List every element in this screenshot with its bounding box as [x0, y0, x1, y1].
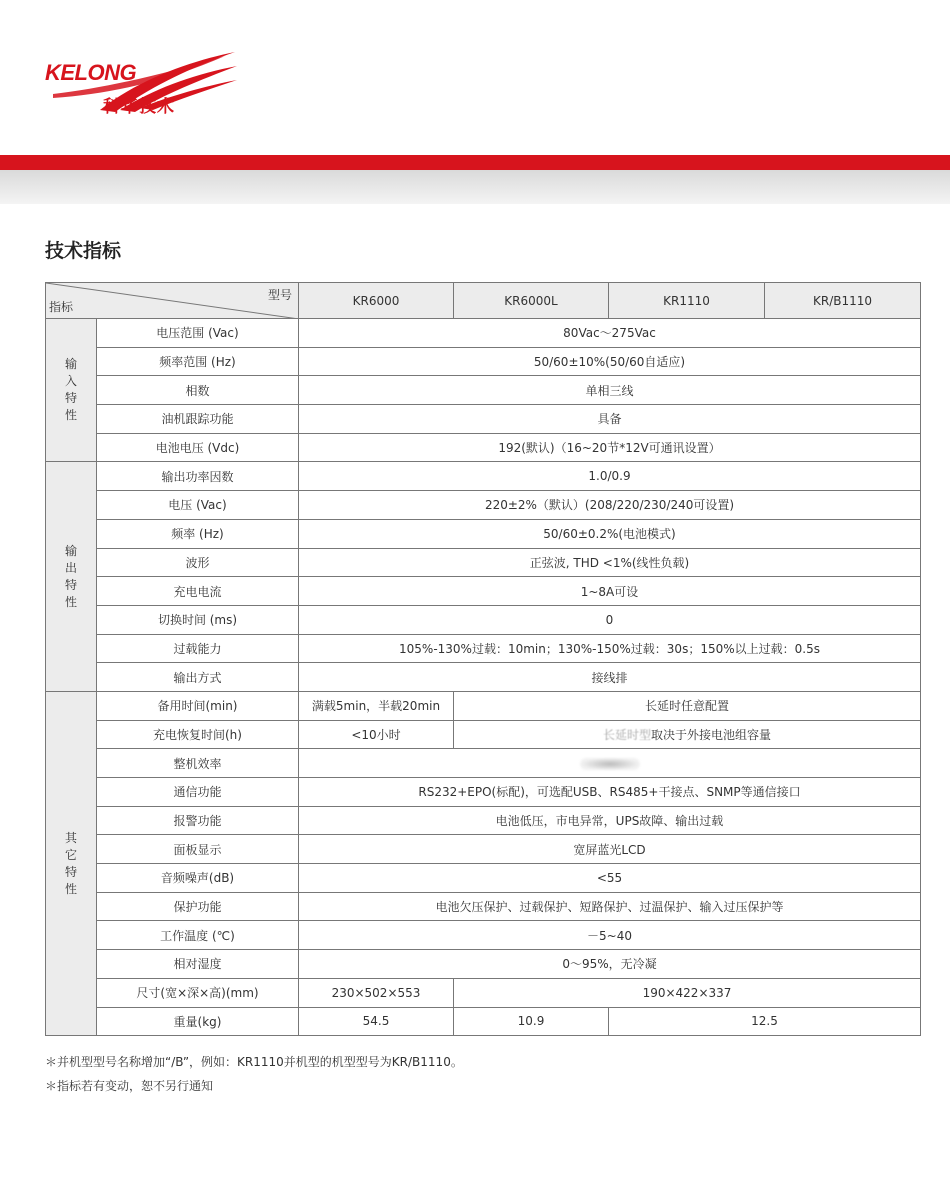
brand-logo — [45, 48, 245, 120]
footnotes — [45, 1050, 463, 1098]
spec-label: 重量(kg) — [97, 1007, 299, 1036]
group-output-label: 输 出 特 性 — [46, 462, 97, 692]
table-row — [46, 433, 921, 462]
header-grey-band — [0, 170, 950, 204]
spec-value: 230×502×553 — [299, 978, 454, 1007]
spec-label: 面板显示 — [97, 835, 299, 864]
spec-value: 接线排 — [299, 663, 921, 692]
spec-label: 频率 (Hz) — [97, 519, 299, 548]
spec-value: 0 — [299, 605, 921, 634]
corner-diagonal-line — [46, 283, 299, 319]
spec-value: <55 — [299, 864, 921, 893]
table-row — [46, 1007, 921, 1036]
table-row — [46, 634, 921, 663]
footnote: ＊并机型型号名称增加“/B”，例如：KR1110并机型的机型型号为KR/B1110。 — [45, 1055, 463, 1069]
table-row — [46, 950, 921, 979]
spec-label: 整机效率 — [97, 749, 299, 778]
spec-value: 单相三线 — [299, 376, 921, 405]
table-row — [46, 749, 921, 778]
header-row — [46, 283, 921, 319]
table-row — [46, 376, 921, 405]
table-row — [46, 519, 921, 548]
table-row — [46, 663, 921, 692]
spec-value-prefix: 长延时型 — [602, 727, 651, 742]
spec-label: 输出功率因数 — [97, 462, 299, 491]
spec-label: 输出方式 — [97, 663, 299, 692]
spec-value: 54.5 — [299, 1007, 454, 1036]
spec-label: 相数 — [97, 376, 299, 405]
spec-label: 报警功能 — [97, 806, 299, 835]
brand-name-cn: 科华技术 — [103, 97, 175, 117]
spec-value: 长延时任意配置 — [454, 691, 921, 720]
spec-value — [299, 749, 921, 778]
spec-label: 尺寸(宽×深×高)(mm) — [97, 978, 299, 1007]
spec-value: <10小时 — [299, 720, 454, 749]
table-row — [46, 491, 921, 520]
spec-label: 备用时间(min) — [97, 691, 299, 720]
spec-value: 0～95%，无冷凝 — [299, 950, 921, 979]
table-row — [46, 319, 921, 348]
obscured-value-mark — [580, 758, 640, 770]
model-header: KR6000L — [454, 283, 609, 319]
spec-value: 电池欠压保护、过载保护、短路保护、过温保护、输入过压保护等 — [299, 892, 921, 921]
spec-label: 切换时间 (ms) — [97, 605, 299, 634]
table-row — [46, 864, 921, 893]
spec-label: 过载能力 — [97, 634, 299, 663]
spec-value: 50/60±10%(50/60自适应) — [299, 347, 921, 376]
spec-label: 充电恢复时间(h) — [97, 720, 299, 749]
spec-label: 充电电流 — [97, 577, 299, 606]
model-header: KR/B1110 — [765, 283, 921, 319]
spec-value: 正弦波, THD <1%(线性负载) — [299, 548, 921, 577]
footnote: ＊指标若有变动，恕不另行通知 — [45, 1079, 214, 1093]
spec-value: 50/60±0.2%(电池模式) — [299, 519, 921, 548]
spec-value: 12.5 — [609, 1007, 921, 1036]
spec-value: 满载5min，半载20min — [299, 691, 454, 720]
section-title: 技术指标 — [45, 240, 122, 262]
spec-label: 相对湿度 — [97, 950, 299, 979]
table-row — [46, 605, 921, 634]
spec-value: 1~8A可设 — [299, 577, 921, 606]
spec-label: 电压 (Vac) — [97, 491, 299, 520]
spec-value-text: 取决于外接电池组容量 — [651, 727, 772, 742]
spec-label: 音频噪声(dB) — [97, 864, 299, 893]
spec-value: 1.0/0.9 — [299, 462, 921, 491]
header-corner-cell — [46, 283, 299, 319]
table-row — [46, 978, 921, 1007]
table-row — [46, 806, 921, 835]
spec-label: 通信功能 — [97, 778, 299, 807]
spec-label: 油机跟踪功能 — [97, 405, 299, 434]
spec-table — [45, 282, 921, 1036]
spec-label: 保护功能 — [97, 892, 299, 921]
spec-value — [454, 720, 921, 749]
spec-value: 电池低压，市电异常，UPS故障、输出过载 — [299, 806, 921, 835]
table-row — [46, 921, 921, 950]
header-red-band — [0, 155, 950, 170]
group-other-label: 其 它 特 性 — [46, 691, 97, 1035]
model-header: KR6000 — [299, 283, 454, 319]
table-row — [46, 778, 921, 807]
brand-name-en: KELONG — [45, 60, 137, 85]
table-row — [46, 691, 921, 720]
spec-label: 电压范围 (Vac) — [97, 319, 299, 348]
spec-value: 10.9 — [454, 1007, 609, 1036]
table-row — [46, 405, 921, 434]
spec-label: 波形 — [97, 548, 299, 577]
spec-value: 宽屏蓝光LCD — [299, 835, 921, 864]
group-input-label: 输 入 特 性 — [46, 319, 97, 462]
corner-model-label: 型号 — [267, 288, 292, 302]
table-row — [46, 347, 921, 376]
corner-spec-label: 指标 — [49, 300, 74, 314]
table-row — [46, 462, 921, 491]
table-row — [46, 892, 921, 921]
spec-label: 工作温度 (℃) — [97, 921, 299, 950]
spec-value: 192(默认)（16~20节*12V可通讯设置） — [299, 433, 921, 462]
spec-label: 频率范围 (Hz) — [97, 347, 299, 376]
table-row — [46, 720, 921, 749]
spec-value: －5~40 — [299, 921, 921, 950]
table-row — [46, 548, 921, 577]
table-row — [46, 835, 921, 864]
spec-value: 80Vac～275Vac — [299, 319, 921, 348]
spec-value: 190×422×337 — [454, 978, 921, 1007]
model-header: KR1110 — [609, 283, 765, 319]
spec-label: 电池电压 (Vdc) — [97, 433, 299, 462]
spec-value: RS232+EPO(标配)，可选配USB、RS485+干接点、SNMP等通信接口 — [299, 778, 921, 807]
table-row — [46, 577, 921, 606]
spec-value: 105%-130%过载：10min；130%-150%过载：30s；150%以上过载：0.5s — [299, 634, 921, 663]
spec-value: 具备 — [299, 405, 921, 434]
spec-value: 220±2%（默认）(208/220/230/240可设置) — [299, 491, 921, 520]
